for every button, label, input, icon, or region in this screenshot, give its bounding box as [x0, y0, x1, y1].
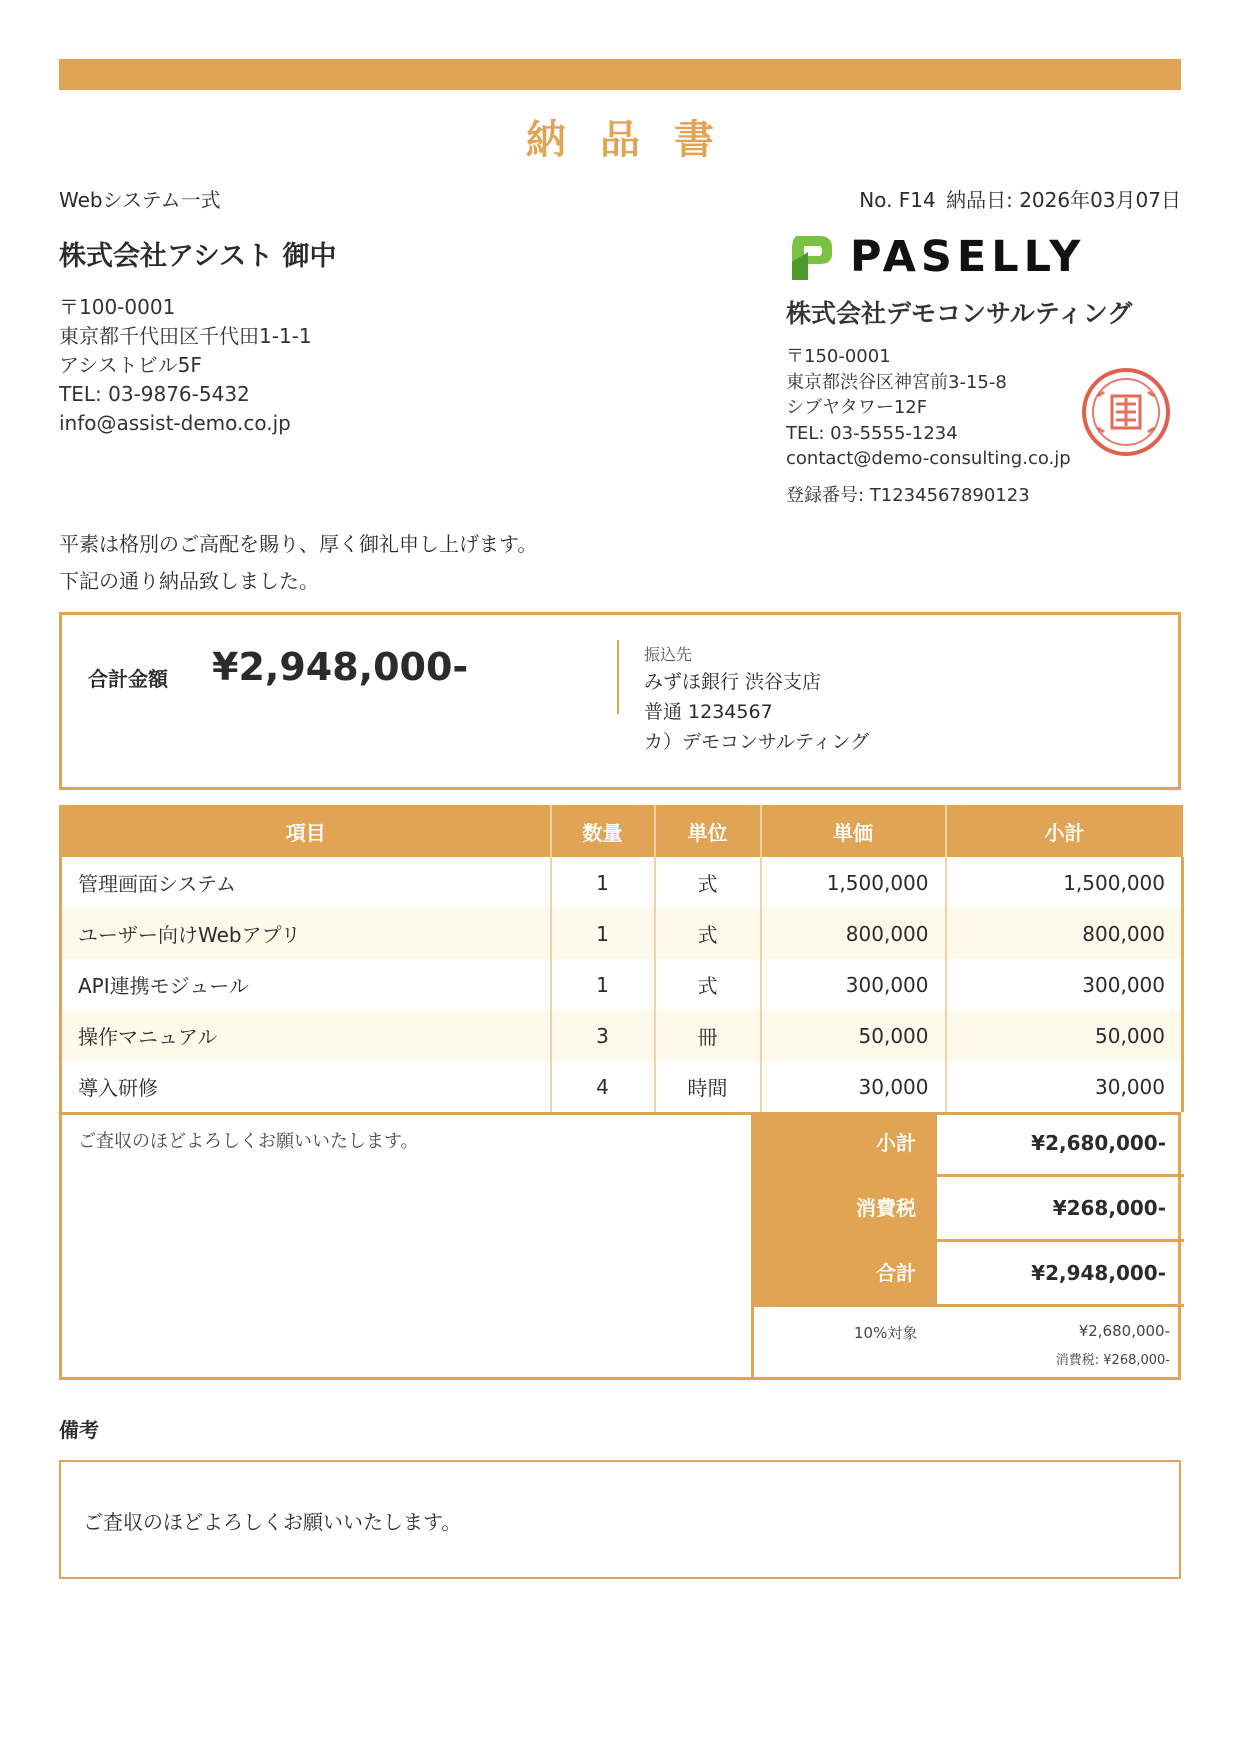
sender-address [786, 344, 1071, 472]
grand-total-label: 合計 [754, 1242, 934, 1307]
greeting [59, 526, 537, 600]
bank-info [644, 643, 869, 757]
cell-qty: 4 [551, 1061, 655, 1112]
logo-mark-icon [786, 232, 836, 284]
subtotal-value: ¥2,680,000- [934, 1112, 1184, 1177]
cell-item: 導入研修 [61, 1061, 551, 1112]
header-qty: 数量 [551, 805, 655, 857]
bank-holder: カ）デモコンサルティング [644, 731, 870, 753]
cell-unit: 式 [655, 959, 761, 1010]
subtotal-row [754, 1112, 1184, 1177]
document-number: No. F14 [859, 188, 936, 212]
cell-qty: 1 [551, 959, 655, 1010]
company-logo [786, 230, 1086, 286]
cell-price: 1,500,000 [761, 857, 946, 908]
header-unit: 単位 [655, 805, 761, 857]
cell-price: 50,000 [761, 1010, 946, 1061]
sender-postal: 〒150-0001 [786, 346, 891, 367]
greeting-line1: 平素は格別のご高配を賜り、厚く御礼申し上げます。 [59, 532, 538, 556]
delivery-date: 納品日: 2026年03月07日 [946, 188, 1181, 212]
items-table [59, 805, 1184, 1112]
header-accent-bar [59, 59, 1181, 90]
sender-address-line2: シブヤタワー12F [786, 397, 928, 418]
table-header-row [61, 805, 1183, 857]
notes-box [59, 1460, 1181, 1579]
cell-subtotal: 300,000 [946, 959, 1183, 1010]
bank-name: みずほ銀行 渋谷支店 [644, 671, 822, 693]
table-row [61, 1010, 1183, 1061]
total-label: 合計金額 [88, 667, 168, 691]
tax-label: 消費税 [754, 1177, 934, 1242]
cell-price: 30,000 [761, 1061, 946, 1112]
cell-item: 管理画面システム [61, 857, 551, 908]
bank-account: 普通 1234567 [644, 701, 773, 723]
tax-rate: 10%対象 [854, 1324, 918, 1342]
summary-totals [751, 1112, 1184, 1380]
sender-tel: TEL: 03-5555-1234 [786, 422, 958, 444]
table-row [61, 857, 1183, 908]
table-row [61, 959, 1183, 1010]
grand-total-value: ¥2,948,000- [934, 1242, 1184, 1307]
company-seal-stamp-icon [1080, 366, 1172, 458]
bank-title: 振込先 [644, 645, 693, 664]
client-address [59, 293, 312, 438]
client-name: 株式会社アシスト 御中 [59, 241, 337, 272]
header-subtotal: 小計 [946, 805, 1183, 857]
tax-amount: 消費税: ¥268,000- [1055, 1353, 1170, 1368]
cell-subtotal: 800,000 [946, 908, 1183, 959]
tax-row [754, 1177, 1184, 1242]
sender-address-line1: 東京都渋谷区神宮前3-15-8 [786, 371, 1007, 393]
subject: Webシステム一式 [59, 188, 221, 212]
client-email: info@assist-demo.co.jp [59, 411, 291, 435]
total-summary-box [59, 612, 1181, 790]
sender-email: contact@demo-consulting.co.jp [786, 448, 1071, 469]
cell-qty: 1 [551, 908, 655, 959]
cell-unit: 式 [655, 908, 761, 959]
table-row [61, 908, 1183, 959]
sender-name: 株式会社デモコンサルティング [786, 299, 1133, 328]
summary-note: ご査収のほどよろしくお願いいたします。 [78, 1131, 419, 1152]
client-tel: TEL: 03-9876-5432 [59, 382, 250, 406]
cell-subtotal: 30,000 [946, 1061, 1183, 1112]
cell-subtotal: 50,000 [946, 1010, 1183, 1061]
tax-value: ¥268,000- [934, 1177, 1184, 1242]
summary-section [59, 1112, 1181, 1380]
cell-price: 300,000 [761, 959, 946, 1010]
cell-price: 800,000 [761, 908, 946, 959]
grand-total-row [754, 1242, 1184, 1307]
notes-text: ご査収のほどよろしくお願いいたします。 [83, 1510, 462, 1534]
subtotal-label: 小計 [754, 1112, 934, 1177]
document-title: 納品書 [526, 117, 748, 163]
document-info [855, 184, 1181, 213]
client-postal: 〒100-0001 [59, 295, 176, 319]
cell-item: API連携モジュール [61, 959, 551, 1010]
header-price: 単価 [761, 805, 946, 857]
bank-divider [617, 640, 619, 714]
client-address-line1: 東京都千代田区千代田1-1-1 [59, 324, 312, 348]
cell-unit: 冊 [655, 1010, 761, 1061]
header-item: 項目 [61, 805, 551, 857]
cell-subtotal: 1,500,000 [946, 857, 1183, 908]
notes-title: 備考 [59, 1418, 99, 1442]
greeting-line2: 下記の通り納品致しました。 [59, 569, 319, 593]
taxable-amount: ¥2,680,000- [1078, 1322, 1170, 1340]
registration-number: 登録番号: T1234567890123 [786, 485, 1030, 506]
cell-item: 操作マニュアル [61, 1010, 551, 1061]
cell-item: ユーザー向けWebアプリ [61, 908, 551, 959]
logo-wordmark: PASELLY [850, 232, 1086, 282]
cell-unit: 時間 [655, 1061, 761, 1112]
total-amount: ¥2,948,000- [212, 645, 469, 689]
cell-qty: 3 [551, 1010, 655, 1061]
cell-unit: 式 [655, 857, 761, 908]
table-row [61, 1061, 1183, 1112]
cell-qty: 1 [551, 857, 655, 908]
client-address-line2: アシストビル5F [59, 353, 202, 377]
